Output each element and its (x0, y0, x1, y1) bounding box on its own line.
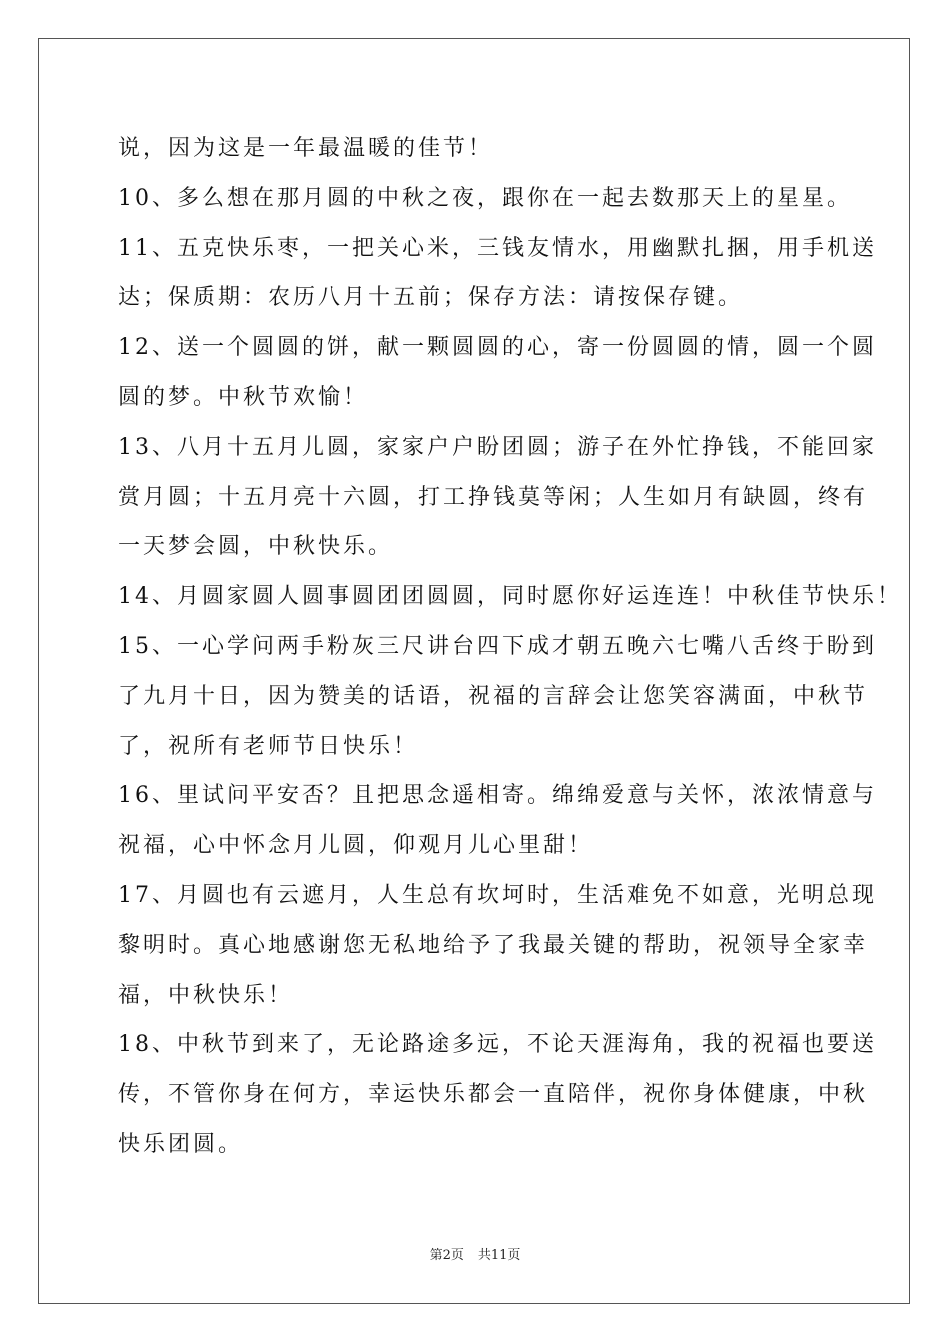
text-line: 了，祝所有老师节日快乐！ (118, 733, 419, 759)
text-line: 达；保质期：农历八月十五前；保存方法：请按保存键。 (118, 285, 744, 311)
text-line: 传，不管你身在何方，幸运快乐都会一直陪伴，祝你身体健康，中秋 (118, 1082, 869, 1108)
text-line: 14、月圆家圆人圆事圆团团圆圆，同时愿你好运连连！中秋佳节快乐！ (118, 584, 902, 610)
text-line: 福，中秋快乐！ (118, 982, 294, 1008)
text-line: 13、八月十五月儿圆，家家户户盼团圆；游子在外忙挣钱，不能回家 (118, 434, 877, 460)
text-line: 10、多么想在那月圆的中秋之夜，跟你在一起去数那天上的星星。 (118, 185, 852, 211)
text-line: 15、一心学问两手粉灰三尺讲台四下成才朝五晚六七嘴八舌终于盼到 (118, 633, 877, 659)
text-line: 圆的梦。中秋节欢愉！ (118, 384, 369, 410)
page-total: 共11页 (477, 1248, 521, 1263)
text-line: 18、中秋节到来了，无论路途多远，不论天涯海角，我的祝福也要送 (118, 1032, 877, 1058)
page-footer (0, 1246, 950, 1266)
text-line: 17、月圆也有云遮月，人生总有坎坷时，生活难免不如意，光明总现 (118, 882, 877, 908)
text-line: 说，因为这是一年最温暖的佳节！ (118, 136, 494, 161)
text-line: 了九月十日，因为赞美的话语，祝福的言辞会让您笑容满面，中秋节 (118, 683, 869, 709)
text-line: 12、送一个圆圆的饼，献一颗圆圆的心，寄一份圆圆的情，圆一个圆 (118, 335, 877, 361)
text-line: 赏月圆；十五月亮十六圆，打工挣钱莫等闲；人生如月有缺圆，终有 (118, 484, 869, 510)
text-line: 11、五克快乐枣，一把关心米，三钱友情水，用幽默扎捆，用手机送 (118, 235, 877, 261)
text-line: 16、里试问平安否？且把思念遥相寄。绵绵爱意与关怀，浓浓情意与 (118, 783, 877, 809)
text-line: 祝福，心中怀念月儿圆，仰观月儿心里甜！ (118, 833, 594, 859)
text-line: 快乐团圆。 (118, 1131, 244, 1157)
document-body (118, 124, 902, 1170)
page-number: 第2页 (429, 1248, 464, 1263)
text-line: 黎明时。真心地感谢您无私地给予了我最关键的帮助，祝领导全家幸 (118, 932, 869, 958)
text-line: 一天梦会圆，中秋快乐。 (118, 534, 394, 560)
